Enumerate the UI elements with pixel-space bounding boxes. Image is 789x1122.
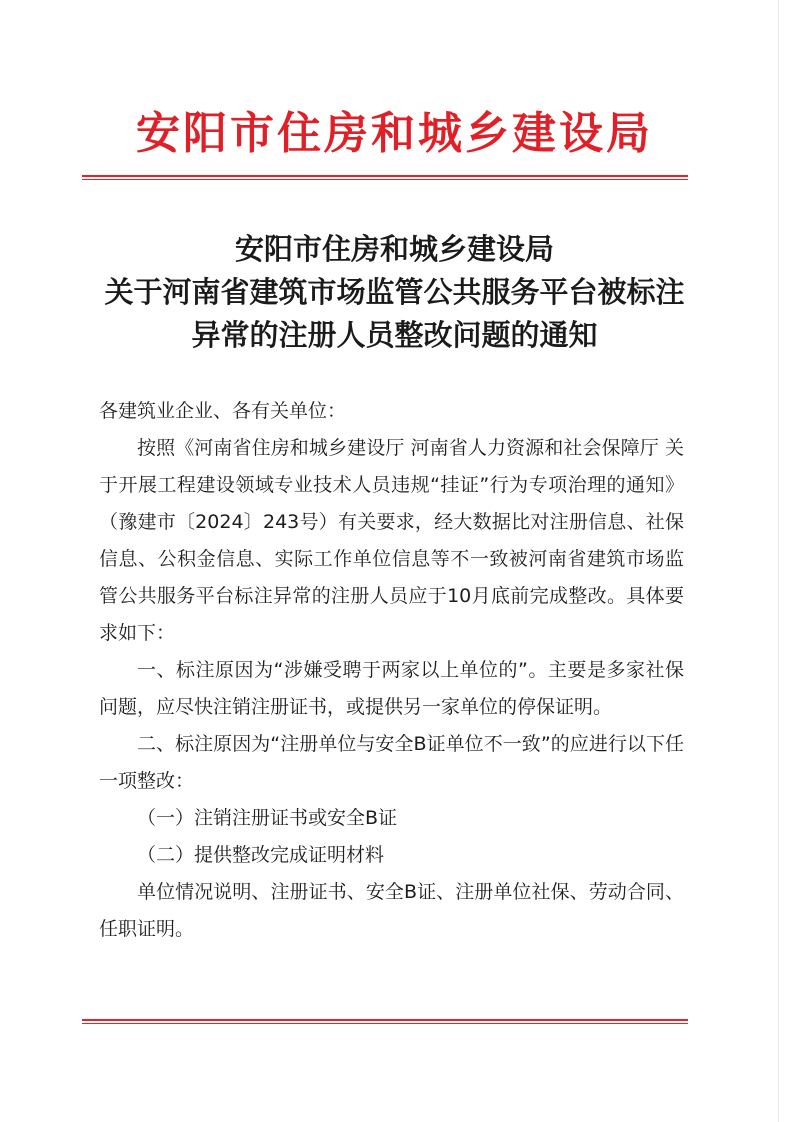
- letterhead-title: 安阳市住房和城乡建设局: [136, 108, 653, 159]
- page-edge-line: [778, 0, 779, 1122]
- title-line-2: 关于河南省建筑市场监管公共服务平台被标注: [104, 275, 685, 309]
- requirement-2-option-2: （二）提供整改完成证明材料: [137, 844, 385, 866]
- document-body: [99, 393, 684, 948]
- title-line-3: 异常的注册人员整改问题的通知: [191, 318, 598, 352]
- letterhead-rule: [82, 175, 688, 180]
- materials-list: 单位情况说明、注册证书、安全B证、注册单位社保、劳动合同、任职证明。: [99, 881, 684, 940]
- footer-rule: [82, 1019, 688, 1024]
- title-line-1: 安阳市住房和城乡建设局: [234, 232, 554, 266]
- salutation: 各建筑业企业、各有关单位：: [99, 400, 347, 422]
- requirement-item-2: 二、标注原因为“注册单位与安全B证单位不一致”的应进行以下任一项整改：: [99, 733, 684, 792]
- intro-paragraph: 按照《河南省住房和城乡建设厅 河南省人力资源和社会保障厅 关于开展工程建设领域专业技术人员违规“挂证”行为专项治理的通知》（豫建市〔2024〕243号）有关要求，经大数据比对注册信息、社保信息、公积金信息、实际工作单位信息等不一致被河南省建筑市场监管公共服务平台标注异常的注册人员应于10月底前完成整改。具体要求如下：: [99, 437, 684, 644]
- requirement-item-1: 一、标注原因为“涉嫌受聘于两家以上单位的”。主要是多家社保问题，应尽快注销注册证书，或提供另一家单位的停保证明。: [99, 659, 684, 718]
- requirement-2-option-1: （一）注销注册证书或安全B证: [137, 807, 398, 829]
- document-title: [0, 228, 789, 357]
